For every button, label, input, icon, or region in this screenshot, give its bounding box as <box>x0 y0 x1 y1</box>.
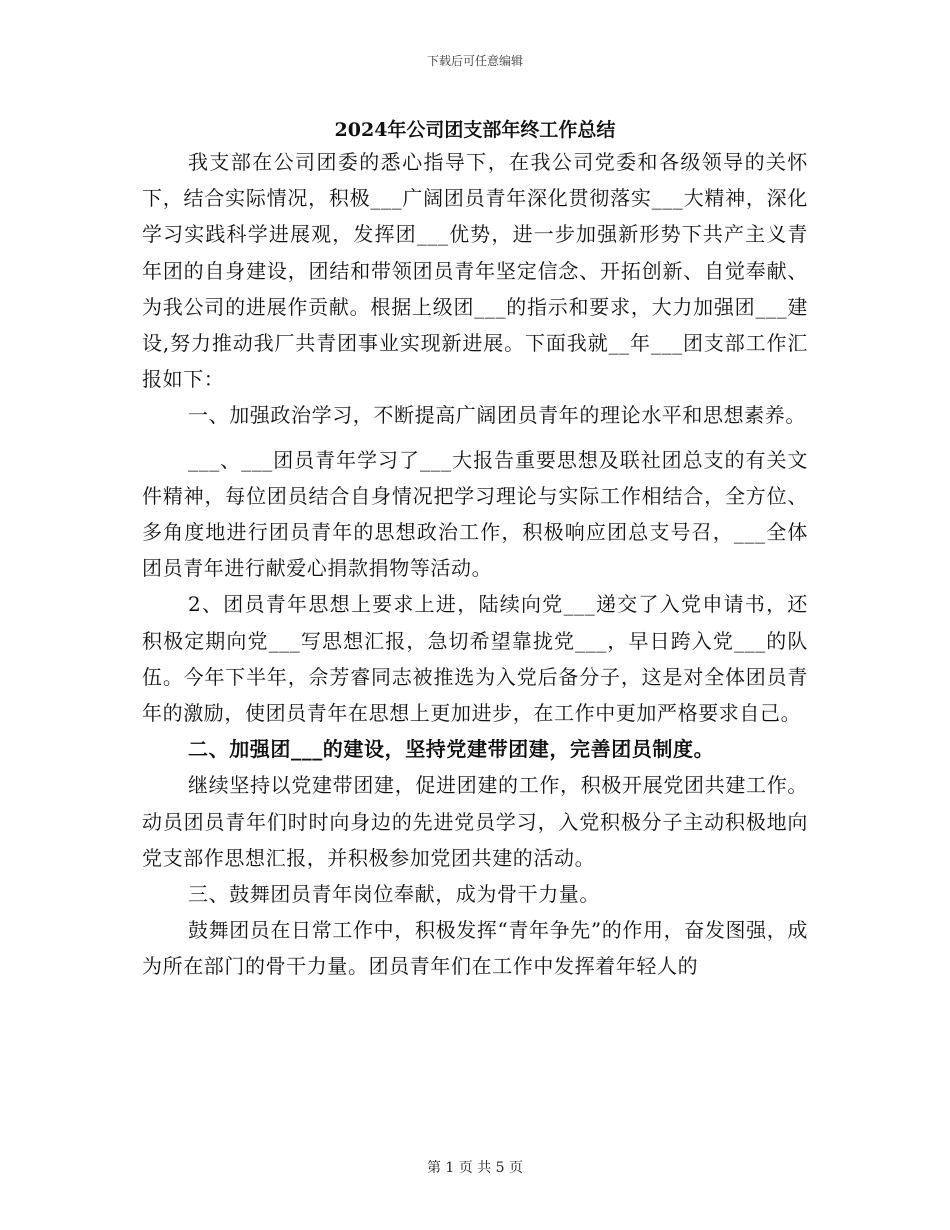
paragraph-study: ___、___团员青年学习了___大报告重要思想及联社团总支的有关文件精神，每位团员结合自身情况把学习理论与实际工作相结合，全方位、多角度地进行团员青年的思想政治工作，积极响应团总支号召，___全体团员青年进行献爱心捐款捐物等活动。 <box>142 447 808 581</box>
page-header-note: 下载后可任意编辑 <box>426 54 523 68</box>
document-body <box>142 144 808 985</box>
paragraph-party-application: 2、团员青年思想上要求上进，陆续向党___递交了入党申请书，还积极定期向党___写思想汇报，急切希望靠拢党___，早日跨入党___的队伍。今年下半年，佘芳睿同志被推选为入党后备分子，这是对全体团员青年的激励，使团员青年在思想上更加进步，在工作中更加严格要求自己。 <box>142 592 808 726</box>
section-heading-3: 三、鼓舞团员青年岗位奉献，成为骨干力量。 <box>188 882 600 907</box>
paragraph-intro: 我支部在公司团委的悉心指导下，在我公司党委和各级领导的关怀下，结合实际情况，积极___广阔团员青年深化贯彻落实___大精神，深化学习实践科学进展观，发挥团___优势，进一步加强新形势下共产主义青年团的自身建设，团结和带领团员青年坚定信念、开拓创新、自觉奉献、为我公司的进展作贡献。根据上级团___的指示和要求，大力加强团___建设,努力推动我厂共青团事业实现新进展。下面我就__年___团支部工作汇报如下： <box>142 150 808 392</box>
paragraph-dedication: 鼓舞团员在日常工作中，积极发挥“青年争先”的作用，奋发图强，成为所在部门的骨干力量。团员青年们在工作中发挥着年轻人的 <box>142 918 808 979</box>
document-title: 2024年公司团支部年终工作总结 <box>334 119 616 141</box>
section-heading-1: 一、加强政治学习，不断提高广阔团员青年的理论水平和思想素养。 <box>188 403 806 428</box>
page-number: 第 1 页 共 5 页 <box>426 1160 524 1176</box>
paragraph-party-building: 继续坚持以党建带团建，促进团建的工作，积极开展党团共建工作。动员团员青年们时时向身边的先进党员学习，入党积极分子主动积极地向党支部作思想汇报，并积极参加党团共建的活动。 <box>142 773 808 870</box>
section-heading-2: 二、加强团___的建设，坚持党建带团建，完善团员制度。 <box>188 737 715 762</box>
